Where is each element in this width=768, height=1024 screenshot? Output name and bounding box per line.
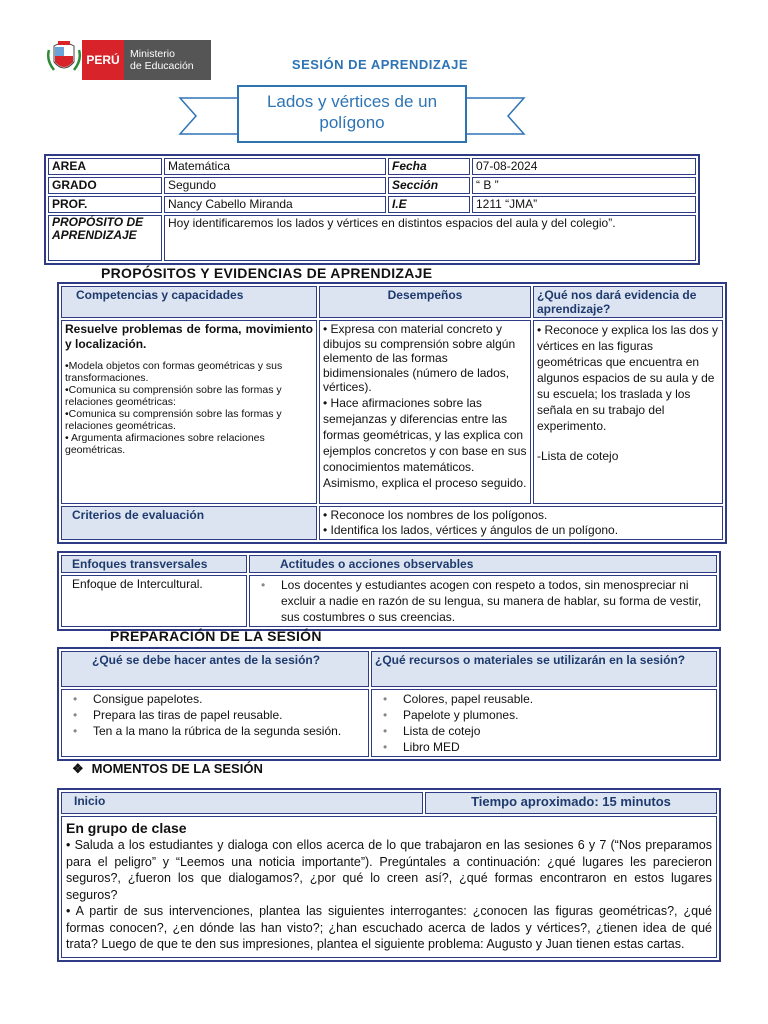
criterio-2: • Identifica los lados, vértices y ángulos de un polígono. bbox=[323, 523, 619, 537]
recurso-item: • Lista de cotejo bbox=[375, 723, 713, 739]
capacidad-2: •Comunica su comprensión sobre las formas y relaciones geométricas: bbox=[65, 384, 282, 408]
col-competencias: Competencias y capacidades bbox=[61, 286, 317, 318]
enfoques-table bbox=[57, 551, 721, 631]
proposito-value: Hoy identificaremos los lados y vértices en distintos espacios del aula y del colegio”. bbox=[164, 215, 696, 261]
antes-cell bbox=[61, 689, 369, 757]
proposito-label: PROPÓSITO DE APRENDIZAJE bbox=[48, 215, 162, 261]
desempenos-cell bbox=[319, 320, 531, 504]
parrafo-1: • Saluda a los estudiantes y dialoga con ellos acerca de lo que trabajaron en las sesiones 6 y 7 (“Nos preparamos para el peligro” y “Leemos una noticia importante”). Pregúntales a continuación: ¿qué lugares les parecieron seguros?, ¿fueron los que dialogamos?, ¿por qué lo creen así?, ¿qué formas encontraron en estos lugares seguros? bbox=[66, 838, 712, 902]
recursos-cell bbox=[371, 689, 717, 757]
antes-item: • Prepara las tiras de papel reusable. bbox=[65, 707, 365, 723]
criterios-label: Criterios de evaluación bbox=[61, 506, 317, 540]
inicio-cell bbox=[61, 816, 717, 958]
capacidad-1: •Modela objetos con formas geométricas y sus transformaciones. bbox=[65, 360, 283, 384]
criterio-1: • Reconoce los nombres de los polígonos. bbox=[323, 508, 548, 522]
preparacion-heading: PREPARACIÓN DE LA SESIÓN bbox=[110, 628, 322, 644]
col-recursos: ¿Qué recursos o materiales se utilizarán en la sesión? bbox=[371, 651, 717, 687]
seccion-value: “ B ” bbox=[472, 177, 696, 194]
banner-title: Lados y vértices de un polígono bbox=[266, 92, 438, 132]
area-value: Matemática bbox=[164, 158, 386, 175]
momentos-table bbox=[57, 788, 721, 962]
capacidad-3: •Comunica su comprensión sobre las formas y relaciones geométricas. bbox=[65, 408, 282, 432]
propositos-table bbox=[57, 282, 727, 544]
area-label: AREA bbox=[48, 158, 162, 175]
criterios-cell bbox=[319, 506, 723, 540]
logo-ministry: Ministerio de Educación bbox=[124, 40, 211, 80]
col-actitudes: Actitudes o acciones observables bbox=[249, 555, 717, 573]
col-enfoques: Enfoques transversales bbox=[61, 555, 247, 573]
session-type: SESIÓN DE APRENDIZAJE bbox=[291, 57, 469, 72]
grado-value: Segundo bbox=[164, 177, 386, 194]
ie-label: I.E bbox=[388, 196, 470, 213]
grupo-title: En grupo de clase bbox=[66, 820, 187, 836]
recurso-item: • Libro MED bbox=[375, 739, 713, 755]
evidencia-1: • Reconoce y explica los las dos y vértices en las figuras geométricas que encuentra en algunos espacios de su aula y de su escuela; los traslada y los señala en su trabajo del experimento. bbox=[537, 323, 718, 433]
col-desempenos: Desempeños bbox=[319, 286, 531, 318]
desempeno-2: • Hace afirmaciones sobre las semejanzas y diferencias entre las formas geométricas, y las explica con ejemplos concretos y con base en sus conocimientos matemáticos. Asimismo, explica el proceso seguido. bbox=[323, 395, 527, 490]
evidencia-2: -Lista de cotejo bbox=[537, 449, 619, 463]
tiempo-label: Tiempo aproximado: 15 minutos bbox=[425, 792, 717, 814]
diamond-bullet-icon: ❖ bbox=[72, 761, 84, 776]
fecha-value: 07-08-2024 bbox=[472, 158, 696, 175]
seccion-label: Sección bbox=[388, 177, 470, 194]
minedu-logo bbox=[46, 40, 211, 80]
competencias-cell bbox=[61, 320, 317, 504]
prof-value: Nancy Cabello Miranda bbox=[164, 196, 386, 213]
col-antes: ¿Qué se debe hacer antes de la sesión? bbox=[61, 651, 369, 687]
capacidad-4: • Argumenta afirmaciones sobre relaciones geométricas. bbox=[65, 432, 265, 456]
ie-value: 1211 “JMA” bbox=[472, 196, 696, 213]
fecha-label: Fecha bbox=[388, 158, 470, 175]
actitud-cell bbox=[249, 575, 717, 627]
prof-label: PROF. bbox=[48, 196, 162, 213]
logo-country: PERÚ bbox=[82, 40, 124, 80]
recurso-item: • Colores, papel reusable. bbox=[375, 691, 713, 707]
competencia-title: Resuelve problemas de forma, movimiento y localización. bbox=[65, 322, 313, 351]
preparacion-table bbox=[57, 647, 721, 761]
inicio-label: Inicio bbox=[61, 792, 423, 814]
propositos-heading: PROPÓSITOS Y EVIDENCIAS DE APRENDIZAJE bbox=[101, 265, 433, 281]
recurso-item: • Papelote y plumones. bbox=[375, 707, 713, 723]
parrafo-2: • A partir de sus intervenciones, plantea las siguientes interrogantes: ¿conocen las figuras geométricas?, ¿qué formas conocen?, ¿en dónde las han visto?; ¿han escuchado acerca de lados y vértices?, ¿tienen idea de qué trata? Luego de que te den sus impresiones, plantea el siguiente problema: Augusto y Juan tienen estas cartas. bbox=[66, 904, 712, 951]
evidencia-cell bbox=[533, 320, 723, 504]
enfoque-value: Enfoque de Intercultural. bbox=[61, 575, 247, 627]
info-table bbox=[44, 154, 700, 265]
desempeno-1: • Expresa con material concreto y dibujos su comprensión sobre algún elemento de las formas bidimensionales (número de lados, vértices). bbox=[323, 322, 516, 394]
antes-item: • Consigue papelotes. bbox=[65, 691, 365, 707]
actitud-value: • Los docentes y estudiantes acogen con respeto a todos, sin menospreciar ni excluir a nadie en razón de su lengua, su manera de hablar, su forma de vestir, sus costumbres o sus creencias. bbox=[253, 577, 713, 625]
momentos-heading: ❖ MOMENTOS DE LA SESIÓN bbox=[72, 761, 263, 776]
grado-label: GRADO bbox=[48, 177, 162, 194]
col-evidencia: ¿Qué nos dará evidencia de aprendizaje? bbox=[533, 286, 723, 318]
coat-of-arms-icon bbox=[46, 40, 82, 80]
antes-item: • Ten a la mano la rúbrica de la segunda sesión. bbox=[65, 723, 365, 739]
